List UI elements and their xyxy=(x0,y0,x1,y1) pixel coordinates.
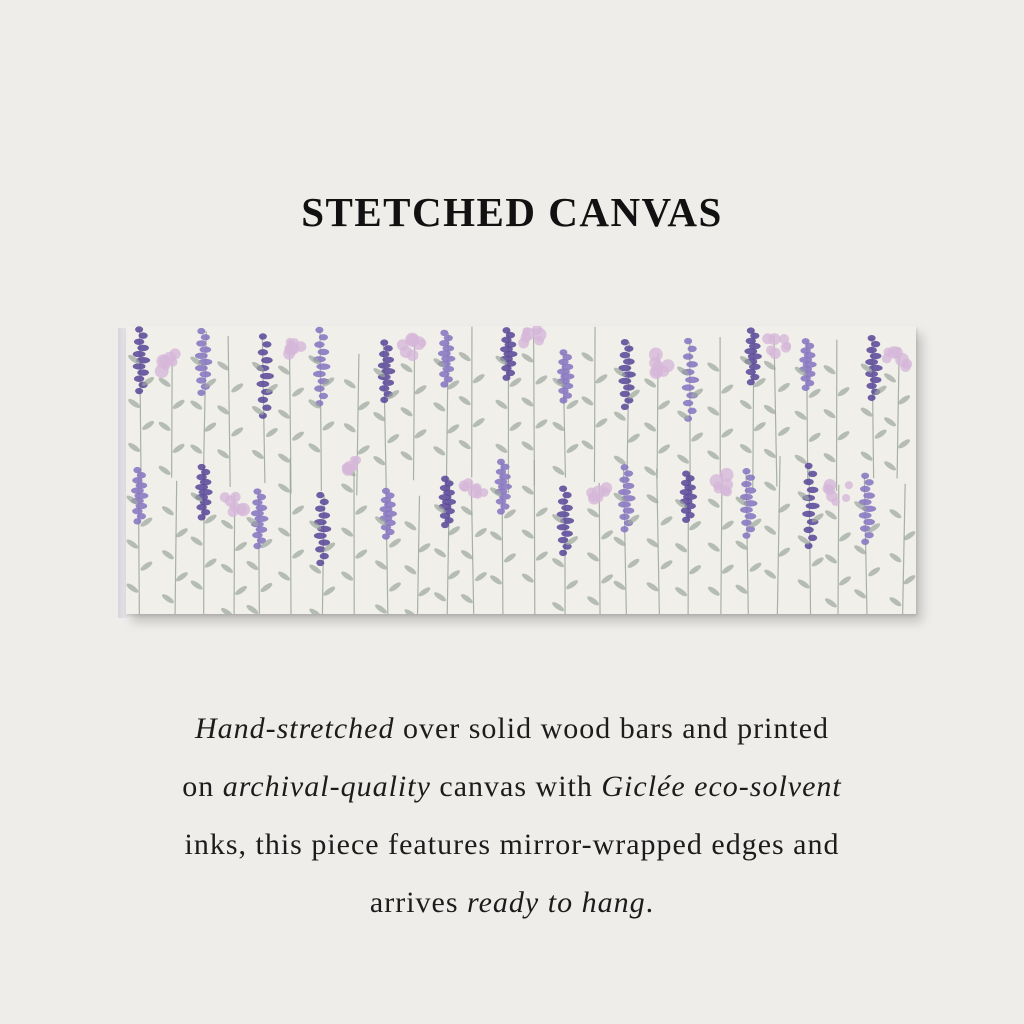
lavender-bud xyxy=(747,379,755,385)
lavender-bud xyxy=(557,524,570,530)
lavender-bud xyxy=(133,518,141,524)
lavender-bud xyxy=(319,393,328,399)
lavender-bud xyxy=(200,346,212,352)
lavender-bud xyxy=(252,499,262,505)
lavender-bud xyxy=(251,510,264,516)
lavender-bud xyxy=(382,379,394,385)
blossom-petal xyxy=(296,341,307,352)
blossom-petal xyxy=(653,361,663,371)
lavender-bud xyxy=(135,326,143,332)
lavender-bud xyxy=(805,463,813,469)
blossom-petal xyxy=(824,485,835,496)
lavender-bud xyxy=(260,373,274,379)
lavender-bud xyxy=(256,505,268,511)
lavender-bud xyxy=(261,357,273,363)
lavender-bud xyxy=(863,492,875,498)
lavender-bud xyxy=(502,375,510,381)
lavender-bud xyxy=(313,371,326,377)
blossom-petal xyxy=(518,338,529,349)
lavender-bud xyxy=(866,383,876,389)
lavender-bud xyxy=(314,533,327,539)
lavender-bud xyxy=(806,503,820,509)
lavender-bud xyxy=(197,390,205,396)
lavender-bud xyxy=(316,492,324,498)
lavender-bud xyxy=(262,405,271,411)
lavender-bud xyxy=(384,345,393,351)
lavender-bud xyxy=(257,494,266,500)
blossom-petal xyxy=(344,461,356,473)
lavender-bud xyxy=(378,362,391,368)
lavender-bud xyxy=(868,335,876,341)
lavender-bud xyxy=(688,408,697,414)
lavender-bud xyxy=(137,345,149,351)
lavender-bud xyxy=(682,517,690,523)
blossom-petal xyxy=(895,353,909,367)
lavender-bud xyxy=(624,345,633,351)
lavender-bud xyxy=(314,341,324,347)
lavender-bud xyxy=(621,339,629,345)
lavender-bud xyxy=(315,505,325,511)
lavender-bud xyxy=(257,381,270,387)
blossom-petal xyxy=(285,344,295,354)
lavender-bud xyxy=(195,353,208,359)
blossom-petal xyxy=(842,494,850,502)
blossom-petal xyxy=(779,334,789,344)
lavender-bud xyxy=(559,550,567,556)
lavender-bud xyxy=(741,481,751,487)
blossom-petal xyxy=(722,479,734,491)
lavender-bud xyxy=(742,468,750,474)
lavender-bud xyxy=(745,513,757,519)
lavender-bud xyxy=(252,532,262,538)
lavender-bud xyxy=(196,340,206,346)
lavender-bud xyxy=(623,358,635,364)
lavender-bud xyxy=(682,384,695,390)
description-line-2: on archival-quality canvas with Giclée eco-solvent xyxy=(182,770,842,803)
lavender-bud xyxy=(861,473,869,479)
canvas-print-mockup xyxy=(118,326,916,620)
blossom-petal xyxy=(884,348,893,357)
lavender-bud xyxy=(139,332,148,338)
description-line-4: arrives ready to hang. xyxy=(369,886,655,919)
lavender-bud xyxy=(623,507,635,513)
product-description xyxy=(70,700,954,932)
lavender-bud xyxy=(802,511,815,517)
lavender-pattern-illustration xyxy=(126,326,916,614)
lavender-bud xyxy=(380,339,388,345)
lavender-bud xyxy=(807,487,819,493)
lavender-bud xyxy=(497,508,505,514)
lavender-bud xyxy=(621,464,629,470)
lavender-bud xyxy=(258,397,268,403)
lavender-bud xyxy=(319,334,328,340)
lavender-bud xyxy=(741,519,751,525)
lavender-bud xyxy=(320,553,329,559)
lavender-bud xyxy=(256,526,268,532)
lavender-bud xyxy=(562,492,571,498)
lavender-bud xyxy=(133,363,146,369)
lavender-bud xyxy=(253,488,261,494)
lavender-bud xyxy=(561,505,573,511)
lavender-bud xyxy=(803,527,813,533)
lavender-bud xyxy=(686,361,698,367)
emphasis-archival-quality: archival-quality xyxy=(222,770,431,803)
blossom-petal xyxy=(595,494,603,502)
lavender-bud xyxy=(320,499,329,505)
lavender-bud xyxy=(379,385,389,391)
lavender-bud xyxy=(559,397,567,403)
lavender-bud xyxy=(870,377,882,383)
lavender-bud xyxy=(871,341,880,347)
lavender-bud xyxy=(195,365,208,371)
lavender-bud xyxy=(619,514,629,520)
lavender-bud xyxy=(860,486,870,492)
lavender-bud xyxy=(258,349,268,355)
blossom-petal xyxy=(534,336,544,346)
lavender-bud xyxy=(684,338,692,344)
lavender-bud xyxy=(440,381,448,387)
blossom-petal xyxy=(159,355,170,366)
blossom-petal xyxy=(649,348,663,362)
lavender-bud xyxy=(262,341,271,347)
blossom-petal xyxy=(170,348,181,359)
lavender-bud xyxy=(859,512,872,518)
lavender-bud xyxy=(134,376,144,382)
blossom-petal xyxy=(220,492,230,502)
stem xyxy=(172,352,173,477)
lavender-bud xyxy=(619,477,629,483)
lavender-bud xyxy=(620,352,630,358)
emphasis-hand-stretched: Hand-stretched xyxy=(194,712,395,745)
blossom-petal xyxy=(237,503,251,517)
lavender-bud xyxy=(196,377,206,383)
lavender-bud xyxy=(137,369,149,375)
lavender-bud xyxy=(133,351,146,357)
lavender-bud xyxy=(379,351,389,357)
lavender-bud xyxy=(618,489,631,495)
lavender-bud xyxy=(863,519,875,525)
lavender-bud xyxy=(561,530,573,536)
blossom-petal xyxy=(468,484,482,498)
lavender-bud xyxy=(259,333,267,339)
lavender-bud xyxy=(742,532,750,538)
blossom-petal xyxy=(762,333,773,344)
lavender-bud xyxy=(623,483,635,489)
lavender-bud xyxy=(254,516,268,522)
blossom-petal xyxy=(406,334,419,347)
stem xyxy=(594,327,595,482)
lavender-bud xyxy=(441,522,449,528)
lavender-bud xyxy=(868,395,876,401)
lavender-bud xyxy=(201,334,210,340)
lavender-bud xyxy=(318,349,330,355)
lavender-bud xyxy=(314,385,324,391)
lavender-bud xyxy=(808,471,817,477)
description-line-3: inks, this piece features mirror-wrapped edges and xyxy=(184,828,840,861)
lavender-bud xyxy=(624,470,633,476)
lavender-bud xyxy=(865,359,878,365)
lavender-bud xyxy=(316,560,324,566)
blossom-petal xyxy=(781,342,791,352)
lavender-bud xyxy=(808,535,817,541)
lavender-bud xyxy=(618,378,631,384)
page-title: STETCHED CANVAS xyxy=(301,189,723,235)
lavender-bud xyxy=(618,501,631,507)
lavender-bud xyxy=(746,474,755,480)
blossom-petal xyxy=(230,492,240,502)
lavender-bud xyxy=(861,539,869,545)
lavender-bud xyxy=(623,384,635,390)
lavender-bud xyxy=(803,479,813,485)
lavender-bud xyxy=(253,543,261,549)
lavender-bud xyxy=(318,512,330,518)
lavender-bud xyxy=(558,537,568,543)
blossom-petal xyxy=(713,481,722,490)
emphasis-giclee: Giclée eco-solvent xyxy=(601,770,842,803)
lavender-bud xyxy=(802,385,810,391)
lavender-bud xyxy=(198,514,206,520)
lavender-bud xyxy=(745,487,757,493)
blossom-petal xyxy=(400,346,412,358)
lavender-bud xyxy=(380,397,388,403)
description-line-1: Hand-stretched over solid wood bars and printed xyxy=(194,712,830,745)
lavender-bud xyxy=(688,346,697,352)
lavender-bud xyxy=(134,339,144,345)
blossom-petal xyxy=(228,506,239,517)
lavender-bud xyxy=(621,404,629,410)
lavender-bud xyxy=(382,357,394,363)
lavender-bud xyxy=(559,485,567,491)
lavender-bud xyxy=(315,327,323,333)
lavender-bud xyxy=(870,353,882,359)
lavender-bud xyxy=(683,400,693,406)
blossom-petal xyxy=(418,339,426,347)
lavender-bud xyxy=(683,353,693,359)
lavender-bud xyxy=(865,532,874,538)
lavender-bud xyxy=(685,377,699,383)
lavender-bud xyxy=(558,498,568,504)
blossom-petal xyxy=(461,483,469,491)
emphasis-ready-to-hang: ready to hang xyxy=(467,886,646,919)
blossom-petal xyxy=(845,481,853,489)
lavender-bud xyxy=(135,388,143,394)
lavender-bud xyxy=(866,347,876,353)
lavender-bud xyxy=(740,507,753,513)
lavender-bud xyxy=(621,526,629,532)
blossom-petal xyxy=(769,348,780,359)
lavender-bud xyxy=(200,371,212,377)
stem xyxy=(534,460,535,614)
canvas-artwork xyxy=(126,326,916,614)
lavender-bud xyxy=(197,328,205,334)
lavender-bud xyxy=(382,533,390,539)
lavender-bud xyxy=(865,479,874,485)
